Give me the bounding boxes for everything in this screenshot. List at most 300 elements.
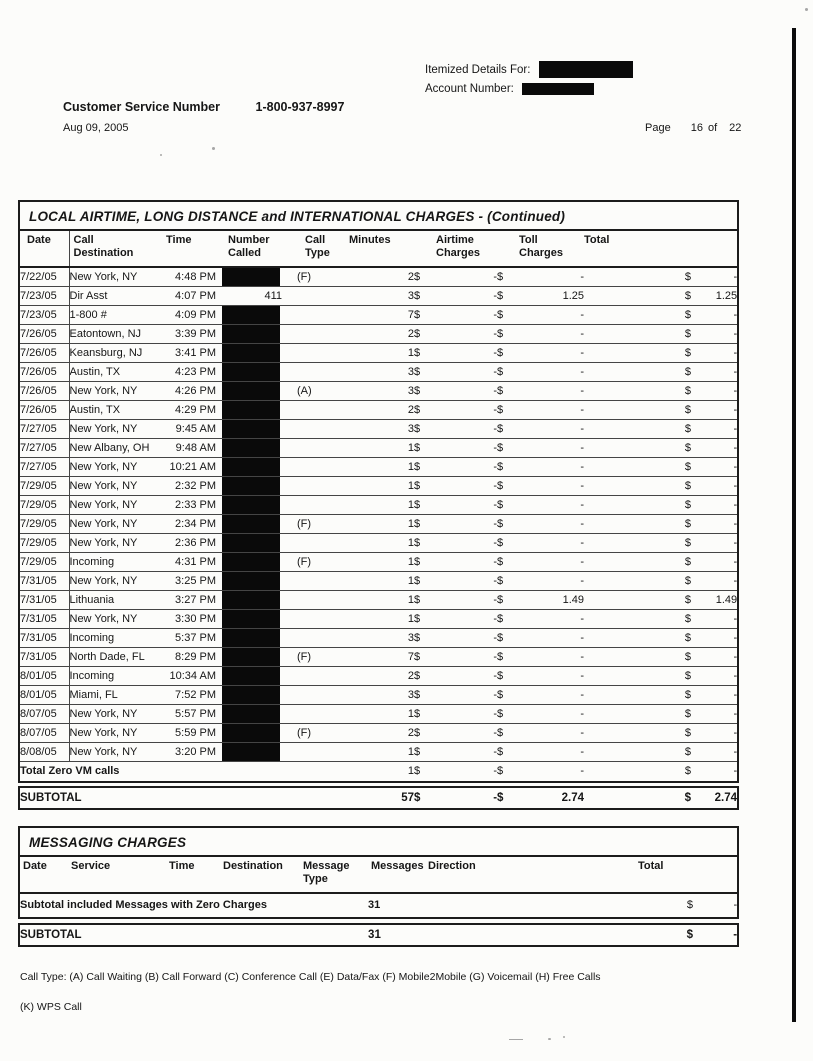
toll-currency-sign: $ [497,792,504,804]
call-row [19,515,738,534]
total-charge: - [691,724,738,743]
total-currency-sign: $ [584,553,691,572]
call-minutes: 3 [349,629,414,648]
airtime-charge: - [451,439,497,458]
total-vm-total: - [733,765,738,777]
call-time: 3:41 PM [164,344,216,363]
redacted-phone-number [222,458,280,476]
airtime-currency-sign: $ [414,439,451,458]
call-type [297,534,349,553]
total-charge: - [691,553,738,572]
call-time: 3:27 PM [164,591,216,610]
call-minutes: 1 [349,591,414,610]
charges-section [18,200,739,810]
airtime-currency-sign: $ [414,610,451,629]
call-time: 3:30 PM [164,610,216,629]
call-minutes: 2 [349,267,414,287]
total-currency-sign: $ [686,899,693,911]
toll-currency-sign: $ [497,705,531,724]
header-line: Time [166,234,192,246]
total-charge: - [691,496,738,515]
header-line: Destination [223,860,283,872]
header-line: Called [228,247,262,259]
call-date: 7/29/05 [19,496,69,515]
charges-table [18,200,739,783]
airtime-currency-sign: $ [414,325,451,344]
header-line: Service [71,860,111,872]
total-charge: - [691,344,738,363]
call-row [19,306,738,325]
call-destination: New Albany, OH [69,439,164,458]
header-line: Charges [436,247,481,259]
toll-currency-sign: $ [497,420,531,439]
call-date: 7/31/05 [19,648,69,667]
call-date: 7/27/05 [19,420,69,439]
number-called-cell [216,439,297,458]
airtime-currency-sign: $ [414,363,451,382]
call-date: 7/29/05 [19,515,69,534]
total-charge: - [691,667,738,686]
call-destination: New York, NY [69,458,164,477]
toll-currency-sign: $ [497,686,531,705]
header-line: Destination [73,247,134,259]
airtime-charge: - [451,496,497,515]
call-date: 8/01/05 [19,686,69,705]
customer-service-line [63,100,344,114]
call-date: 7/26/05 [19,363,69,382]
call-destination: Dir Asst [69,287,164,306]
total-zero-vm-label: Total Zero VM calls [20,765,120,777]
redacted-phone-number [222,591,280,609]
airtime-charge: - [451,724,497,743]
call-row [19,344,738,363]
number-called-cell [216,610,297,629]
call-type: (F) [297,648,349,667]
zero-charges-messages: 31 [368,899,381,911]
toll-charge: - [531,572,584,591]
number-called-cell [216,344,297,363]
direction-cell [428,924,638,946]
call-type [297,591,349,610]
number-called-cell [216,667,297,686]
toll-currency-sign: $ [497,267,531,287]
total-currency-sign: $ [584,667,691,686]
redacted-phone-number [222,724,280,742]
call-type [297,705,349,724]
total-charge: - [691,267,738,287]
messaging-subtotal-table [18,923,739,947]
total-currency-sign: $ [684,792,692,804]
call-time: 5:59 PM [164,724,216,743]
call-minutes: 1 [349,705,414,724]
redacted-phone-number [222,325,280,343]
total-charge: - [691,629,738,648]
call-date: 8/08/05 [19,743,69,762]
toll-currency-sign: $ [497,553,531,572]
call-row [19,287,738,306]
charges-rows [19,267,738,762]
call-time: 4:29 PM [164,401,216,420]
total-currency-sign: $ [584,267,691,287]
airtime-currency-sign: $ [414,287,451,306]
toll-charge: - [531,401,584,420]
toll-charge: - [531,648,584,667]
total-zero-vm-row [19,762,738,783]
call-time: 9:45 AM [164,420,216,439]
call-date: 8/01/05 [19,667,69,686]
toll-charge: - [531,344,584,363]
call-type: (F) [297,515,349,534]
airtime-currency-sign: $ [414,306,451,325]
redacted-phone-number [222,401,280,419]
call-row [19,591,738,610]
scan-speck [548,1038,551,1040]
toll-currency-sign: $ [497,496,531,515]
page-of-label: of [707,122,718,134]
call-type [297,686,349,705]
call-destination: Incoming [69,667,164,686]
total-charge: - [691,705,738,724]
redacted-phone-number [222,648,280,666]
subtotal-total: 2.74 [714,792,738,804]
col-header-time [165,856,220,893]
call-time: 4:23 PM [164,363,216,382]
call-minutes: 1 [349,496,414,515]
call-destination: Eatontown, NJ [69,325,164,344]
call-date: 7/26/05 [19,325,69,344]
toll-currency-sign: $ [497,610,531,629]
statement-date: Aug 09, 2005 [63,122,129,134]
total-charge: - [691,572,738,591]
call-row [19,420,738,439]
call-row [19,496,738,515]
call-minutes: 1 [349,439,414,458]
airtime-currency-sign: $ [414,477,451,496]
call-date: 7/23/05 [19,306,69,325]
call-type [297,344,349,363]
call-time: 4:48 PM [164,267,216,287]
number-called-cell [216,382,297,401]
total-currency-sign: $ [584,344,691,363]
call-destination: Lithuania [69,591,164,610]
call-destination: New York, NY [69,705,164,724]
col-header-date [19,230,69,267]
toll-charge: - [531,686,584,705]
total-currency-sign: $ [584,477,691,496]
call-date: 7/22/05 [19,267,69,287]
call-time: 3:20 PM [164,743,216,762]
total-charge: - [691,439,738,458]
itemized-details-block [425,60,633,98]
redacted-phone-number [222,705,280,723]
call-destination: North Dade, FL [69,648,164,667]
airtime-charge: - [451,591,497,610]
total-charge: - [691,363,738,382]
airtime-charge: - [451,553,497,572]
redacted-phone-number [222,553,280,571]
call-row [19,363,738,382]
total-currency-sign: $ [584,629,691,648]
account-number-row [425,79,633,98]
airtime-charge: - [451,686,497,705]
call-minutes: 1 [349,610,414,629]
call-time: 5:37 PM [164,629,216,648]
airtime-charge: - [451,325,497,344]
toll-charge: - [531,306,584,325]
call-destination: New York, NY [69,610,164,629]
messaging-subtotal-row [19,924,738,946]
toll-charge: 1.49 [531,591,584,610]
page-current: 16 [690,122,703,134]
call-minutes: 1 [349,515,414,534]
col-header-message-type [300,856,368,893]
airtime-charge: - [451,667,497,686]
number-called-cell [216,629,297,648]
airtime-currency-sign: $ [414,382,451,401]
direction-cell [428,893,638,918]
toll-currency-sign: $ [497,287,531,306]
call-destination: New York, NY [69,572,164,591]
number-called-cell [216,267,297,287]
call-time: 10:34 AM [164,667,216,686]
call-type [297,363,349,382]
airtime-charge: - [451,610,497,629]
call-type [297,496,349,515]
col-header-date [19,856,67,893]
call-date: 7/29/05 [19,553,69,572]
number-called-cell [216,534,297,553]
header-line: Call [73,234,94,246]
total-currency-sign: $ [584,705,691,724]
total-charge: - [691,686,738,705]
airtime-currency-sign: $ [414,705,451,724]
call-type [297,629,349,648]
call-minutes: 2 [349,401,414,420]
messaging-subtotal-label: SUBTOTAL [20,929,82,941]
scan-speck [212,147,215,150]
call-minutes: 2 [349,724,414,743]
scan-speck [805,8,808,11]
call-row [19,401,738,420]
redacted-phone-number [222,515,280,533]
total-charge: - [691,382,738,401]
airtime-charge: - [451,382,497,401]
charges-subtotal-table [18,786,739,810]
total-charge: 1.25 [691,287,738,306]
call-type [297,477,349,496]
toll-currency-sign: $ [497,363,531,382]
toll-currency-sign: $ [497,743,531,762]
number-called-cell [216,743,297,762]
total-currency-sign: $ [686,929,694,941]
call-destination: New York, NY [69,267,164,287]
call-minutes: 3 [349,420,414,439]
call-time: 7:52 PM [164,686,216,705]
col-header-total [638,856,738,893]
toll-charge: - [531,743,584,762]
col-header-messages [368,856,428,893]
toll-charge: - [531,610,584,629]
total-vm-minutes: 1 [407,765,414,777]
toll-charge: - [531,724,584,743]
charges-header-row [19,230,738,267]
total-currency-sign: $ [584,420,691,439]
toll-currency-sign: $ [497,629,531,648]
call-date: 8/07/05 [19,705,69,724]
subtotal-airtime: - [493,792,498,804]
airtime-charge: - [451,306,497,325]
call-type [297,401,349,420]
call-date: 7/26/05 [19,382,69,401]
call-date: 7/27/05 [19,439,69,458]
airtime-charge: - [451,287,497,306]
number-called-cell [216,496,297,515]
number-called-cell [216,724,297,743]
total-currency-sign: $ [584,382,691,401]
toll-charge: - [531,705,584,724]
number-called-cell [216,686,297,705]
scan-speck [509,1039,523,1040]
call-date: 7/26/05 [19,401,69,420]
scan-speck [563,1036,565,1038]
number-called-cell [216,306,297,325]
page-total: 22 [729,122,742,134]
call-minutes: 1 [349,458,414,477]
col-header-number-called [216,230,297,267]
call-destination: New York, NY [69,724,164,743]
messaging-section [18,826,739,947]
total-charge: - [691,458,738,477]
toll-charge: - [531,325,584,344]
toll-currency-sign: $ [497,515,531,534]
call-time: 4:07 PM [164,287,216,306]
call-time: 3:25 PM [164,572,216,591]
toll-currency-sign: $ [497,344,531,363]
messaging-title: MESSAGING CHARGES [19,827,738,856]
call-row [19,629,738,648]
call-minutes: 3 [349,287,414,306]
total-currency-sign: $ [584,439,691,458]
airtime-charge: - [451,458,497,477]
airtime-currency-sign: $ [414,515,451,534]
call-minutes: 2 [349,667,414,686]
airtime-currency-sign: $ [414,765,421,777]
messaging-title-row [19,827,738,856]
call-type: (F) [297,267,349,287]
col-header-direction [428,856,638,893]
call-time: 2:36 PM [164,534,216,553]
call-destination: New York, NY [69,420,164,439]
airtime-currency-sign: $ [414,648,451,667]
airtime-currency-sign: $ [414,267,451,287]
call-type [297,667,349,686]
total-charge: - [691,648,738,667]
call-type: (F) [297,724,349,743]
call-row [19,325,738,344]
number-called-cell [216,553,297,572]
call-destination: New York, NY [69,534,164,553]
total-currency-sign: $ [584,648,691,667]
number-called-text: 411 [264,290,282,302]
number-called-cell [216,287,297,306]
airtime-currency-sign: $ [414,420,451,439]
col-header-destination [220,856,300,893]
toll-currency-sign: $ [497,439,531,458]
scan-edge-line [792,28,796,1022]
call-row [19,705,738,724]
header-line: Date [23,860,47,872]
messaging-header-row [19,856,738,893]
toll-currency-sign: $ [497,591,531,610]
airtime-charge: - [451,401,497,420]
col-header-call-destination [69,230,164,267]
airtime-currency-sign: $ [414,792,421,804]
call-destination: Incoming [69,553,164,572]
call-time: 2:34 PM [164,515,216,534]
toll-charge: - [531,382,584,401]
redacted-phone-number [222,496,280,514]
header-line: Time [169,860,195,872]
call-minutes: 1 [349,572,414,591]
total-currency-sign: $ [684,765,691,777]
airtime-charge: - [451,743,497,762]
toll-currency-sign: $ [497,401,531,420]
toll-charge: - [531,439,584,458]
redacted-phone-number [222,572,280,590]
col-header-toll-charges [497,230,584,267]
call-time: 2:32 PM [164,477,216,496]
total-currency-sign: $ [584,572,691,591]
total-charge: - [691,743,738,762]
redacted-phone-number [222,344,280,362]
redacted-phone-number [222,667,280,685]
call-destination: Miami, FL [69,686,164,705]
toll-currency-sign: $ [497,458,531,477]
total-currency-sign: $ [584,610,691,629]
total-currency-sign: $ [584,496,691,515]
toll-charge: - [531,553,584,572]
call-row [19,743,738,762]
call-date: 7/29/05 [19,477,69,496]
call-destination: New York, NY [69,477,164,496]
total-currency-sign: $ [584,287,691,306]
toll-currency-sign: $ [497,572,531,591]
col-header-call-type [297,230,349,267]
toll-charge: - [531,515,584,534]
header-line: Type [305,247,330,259]
total-charge: - [691,610,738,629]
redacted-phone-number [222,534,280,552]
toll-currency-sign: $ [497,325,531,344]
toll-currency-sign: $ [497,477,531,496]
call-type [297,743,349,762]
number-called-cell [216,572,297,591]
total-charge: - [691,534,738,553]
call-destination: 1-800 # [69,306,164,325]
header-line: Total [584,234,610,246]
call-date: 7/31/05 [19,629,69,648]
call-date: 7/29/05 [19,534,69,553]
call-minutes: 1 [349,344,414,363]
page-indicator [645,122,741,134]
call-destination: Incoming [69,629,164,648]
redacted-phone-number [222,629,280,647]
total-vm-toll: - [580,765,584,777]
airtime-charge: - [451,344,497,363]
airtime-charge: - [451,572,497,591]
header-line: Toll [519,234,538,246]
call-time: 4:31 PM [164,553,216,572]
